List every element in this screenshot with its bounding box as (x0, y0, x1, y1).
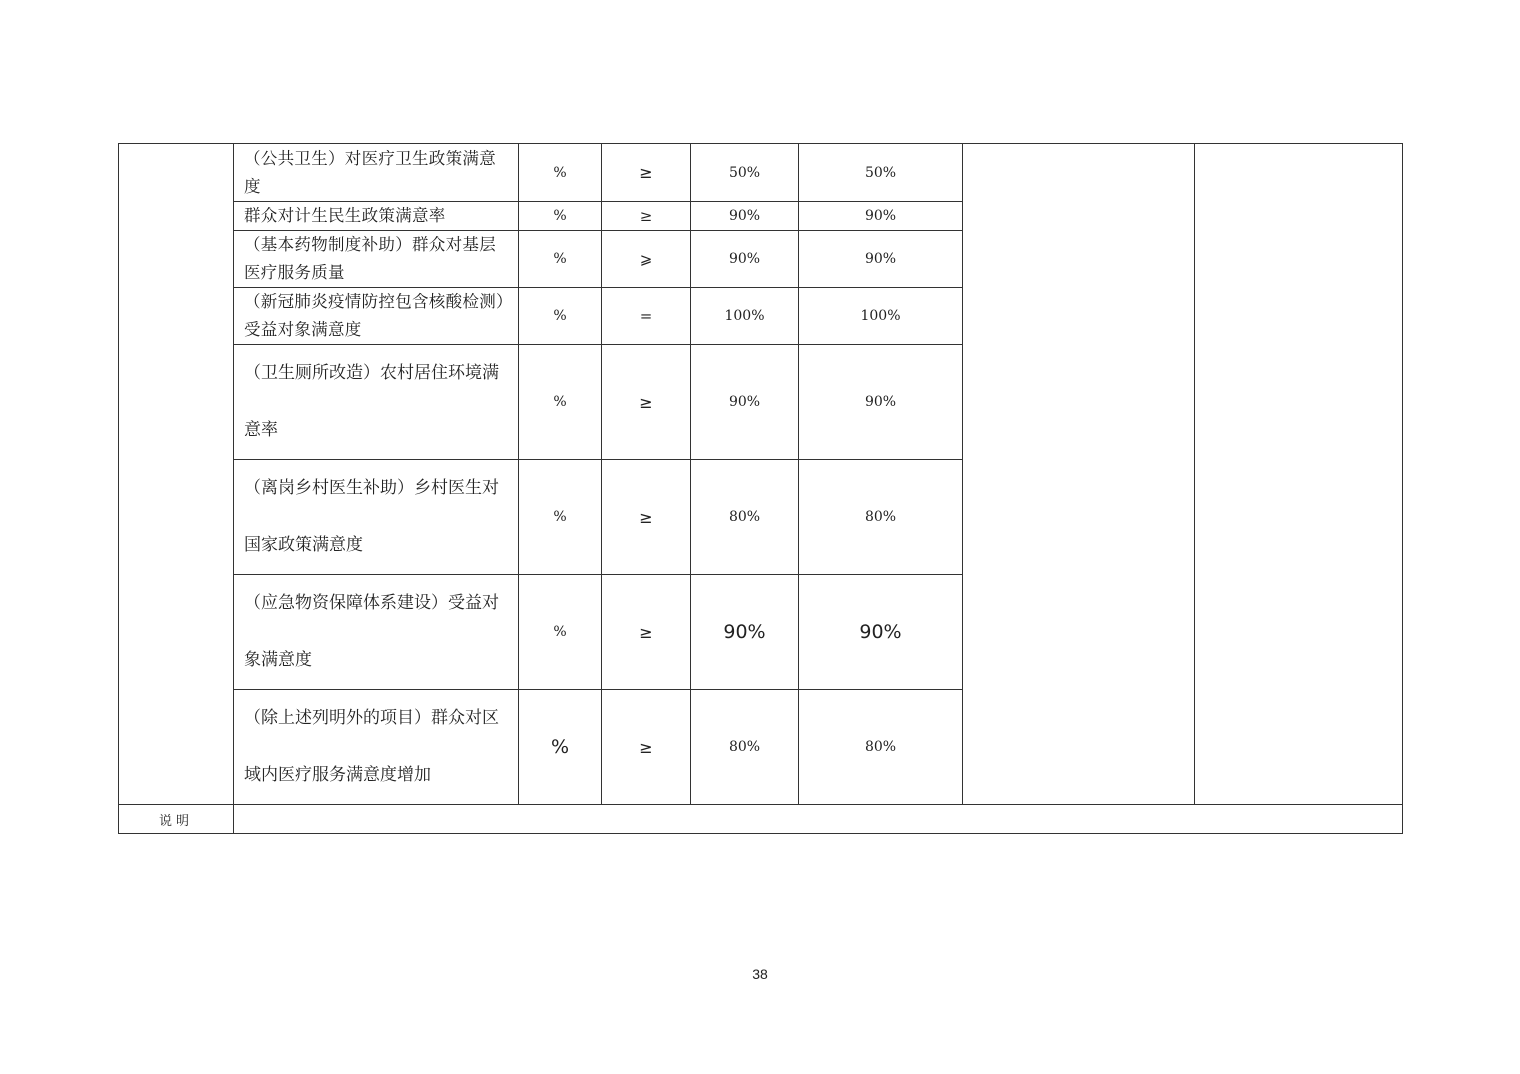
indicator-target: 90% (691, 231, 799, 288)
indicator-unit: % (519, 345, 602, 460)
indicator-name: （基本药物制度补助）群众对基层医疗服务质量 (234, 231, 519, 288)
indicator-name: （公共卫生）对医疗卫生政策满意度 (234, 144, 519, 202)
indicator-unit: % (519, 575, 602, 690)
note-value (234, 805, 1403, 834)
indicator-operator: ≥ (602, 460, 691, 575)
page-number: 38 (752, 966, 768, 982)
indicator-unit: % (519, 144, 602, 202)
indicator-name: （应急物资保障体系建设）受益对象满意度 (234, 575, 519, 690)
indicator-target: 100% (691, 288, 799, 345)
indicator-actual: 90% (799, 575, 963, 690)
indicator-actual: 80% (799, 690, 963, 805)
indicator-unit: % (519, 460, 602, 575)
indicator-name: （离岗乡村医生补助）乡村医生对国家政策满意度 (234, 460, 519, 575)
indicator-name: （新冠肺炎疫情防控包含核酸检测）受益对象满意度 (234, 288, 519, 345)
indicator-actual: 80% (799, 460, 963, 575)
indicator-target: 90% (691, 575, 799, 690)
indicator-name: （卫生厕所改造）农村居住环境满意率 (234, 345, 519, 460)
indicator-target: 90% (691, 202, 799, 231)
indicator-unit: % (519, 231, 602, 288)
note-row (119, 805, 1403, 834)
indicator-unit: % (519, 288, 602, 345)
indicator-operator: ≥ (602, 345, 691, 460)
indicator-actual: 90% (799, 345, 963, 460)
indicator-actual: 100% (799, 288, 963, 345)
indicator-name: 群众对计生民生政策满意率 (234, 202, 519, 231)
indicator-operator: ≥ (602, 202, 691, 231)
indicator-operator: ≥ (602, 690, 691, 805)
indicator-target: 50% (691, 144, 799, 202)
indicator-unit: % (519, 690, 602, 805)
indicator-operator: ≥ (602, 144, 691, 202)
indicator-actual: 50% (799, 144, 963, 202)
indicator-target: 80% (691, 690, 799, 805)
indicator-unit: % (519, 202, 602, 231)
note-label: 说明 (119, 805, 234, 834)
category-cell (119, 144, 234, 805)
blank-cell (1195, 144, 1403, 805)
blank-cell (963, 144, 1195, 805)
indicator-name: （除上述列明外的项目）群众对区域内医疗服务满意度增加 (234, 690, 519, 805)
indicator-operator: ≥ (602, 575, 691, 690)
indicator-operator: ⩾ (602, 231, 691, 288)
indicator-target: 90% (691, 345, 799, 460)
indicator-target: 80% (691, 460, 799, 575)
indicator-operator: = (602, 288, 691, 345)
indicator-actual: 90% (799, 231, 963, 288)
performance-indicator-table (118, 143, 1403, 834)
table-row (119, 144, 1403, 202)
indicator-actual: 90% (799, 202, 963, 231)
